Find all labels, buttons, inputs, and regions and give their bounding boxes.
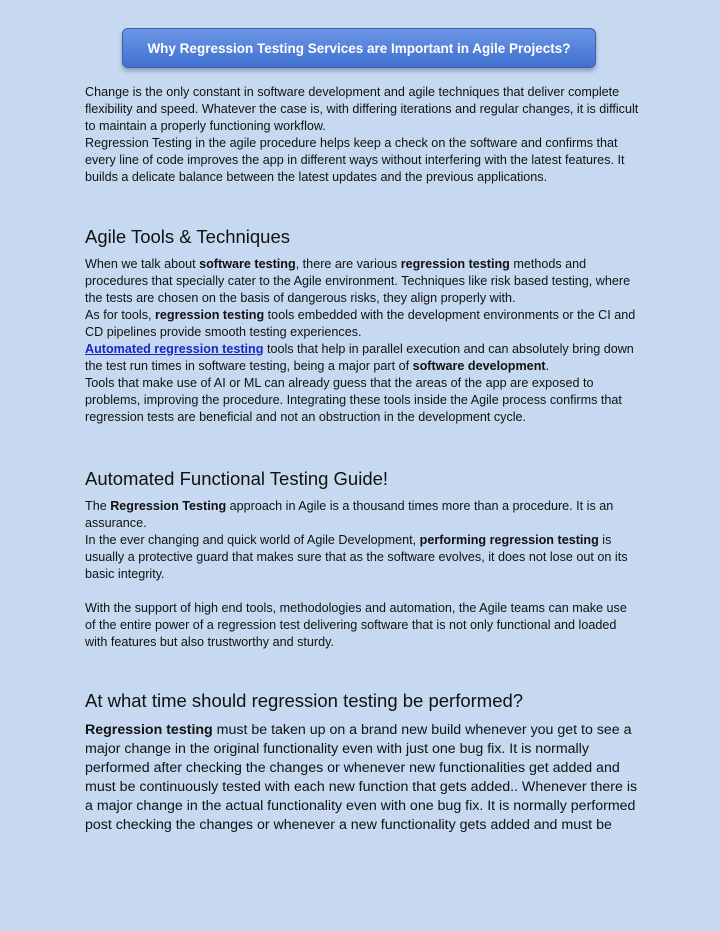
intro-section: [85, 84, 640, 186]
agile-tools-paragraph-1: [85, 256, 640, 307]
agile-tools-paragraph-2: [85, 307, 640, 341]
automated-regression-testing-link[interactable]: Automated regression testing: [85, 342, 264, 356]
bold-text: software development: [412, 359, 546, 373]
text: tools embedded with the development environments or the CI and CD pipelines provide smooth testing experiences.: [85, 308, 636, 339]
when-to-test-paragraph-1: [85, 721, 640, 835]
section-heading-when-to-test: At what time should regression testing be performed?: [85, 690, 524, 711]
bold-text: regression testing: [155, 308, 265, 322]
bold-text: regression testing: [400, 257, 510, 271]
text: is usually a protective guard that makes sure that as the software evolves, it does not lose out on its basic integrity.: [85, 533, 628, 581]
agile-tools-paragraph-4: Tools that make use of AI or ML can already guess that the areas of the app are exposed to problems, improving the procedure. Integrating these tools inside the Agile process confirms that regression tests are beneficial and not an obstruction in the development cycle.: [85, 376, 622, 424]
bold-text: performing regression testing: [419, 533, 599, 547]
page-title: Why Regression Testing Services are Important in Agile Projects?: [147, 40, 571, 56]
intro-paragraph-1: Change is the only constant in software development and agile techniques that deliver complete flexibility and speed. Whatever the case is, with differing iterations and regular changes, it is difficult to maintain a properly functioning workflow.: [85, 85, 639, 133]
functional-testing-section: [85, 468, 640, 651]
functional-testing-paragraph-1: [85, 498, 640, 532]
text: must be taken up on a brand new build whenever you get to see a major change in the original functionality even with just one bug fix. It is normally performed after checking the changes or whenever new functionalities get added and must be continuously tested with each new function that gets added.. Whenever there is a major change in the actual functionality even with one bug fix. It is normally performed post checking the changes or whenever a new functionality gets added and must be: [85, 722, 638, 833]
bold-text: Regression Testing: [110, 499, 227, 513]
when-to-test-section: [85, 690, 640, 835]
text: .: [545, 359, 550, 373]
functional-testing-paragraph-2: [85, 532, 640, 583]
functional-testing-paragraph-3: With the support of high end tools, methodologies and automation, the Agile teams can make use of the entire power of a regression test delivering software that is not only functional and loaded with features but also trustworthy and sturdy.: [85, 601, 627, 649]
text: When we talk about: [85, 257, 200, 271]
text: In the ever changing and quick world of Agile Development,: [85, 533, 420, 547]
section-heading-functional-testing: Automated Functional Testing Guide!: [85, 468, 389, 489]
text: The: [85, 499, 111, 513]
text: , there are various: [295, 257, 401, 271]
agile-tools-section: [85, 226, 640, 426]
text: tools that help in parallel execution and can absolutely bring down the test run times in software testing, being a major part of: [85, 342, 634, 373]
section-heading-agile-tools: Agile Tools & Techniques: [85, 226, 291, 247]
text: approach in Agile is a thousand times more than a procedure. It is an assurance.: [85, 499, 614, 530]
text: methods and procedures that specially cater to the Agile environment. Techniques like risk based testing, where the tests are chosen on the basis of dangerous risks, they align properly with.: [85, 257, 631, 305]
intro-paragraph-2: Regression Testing in the agile procedure helps keep a check on the software and confirms that every line of code improves the app in different ways without interfering with the latest features. It builds a delicate balance between the latest updates and the previous applications.: [85, 136, 625, 184]
agile-tools-paragraph-3: [85, 341, 640, 375]
text: As for tools,: [85, 308, 155, 322]
bold-text: software testing: [199, 257, 296, 271]
bold-text: Regression testing: [85, 722, 213, 738]
title-banner: [122, 28, 596, 68]
